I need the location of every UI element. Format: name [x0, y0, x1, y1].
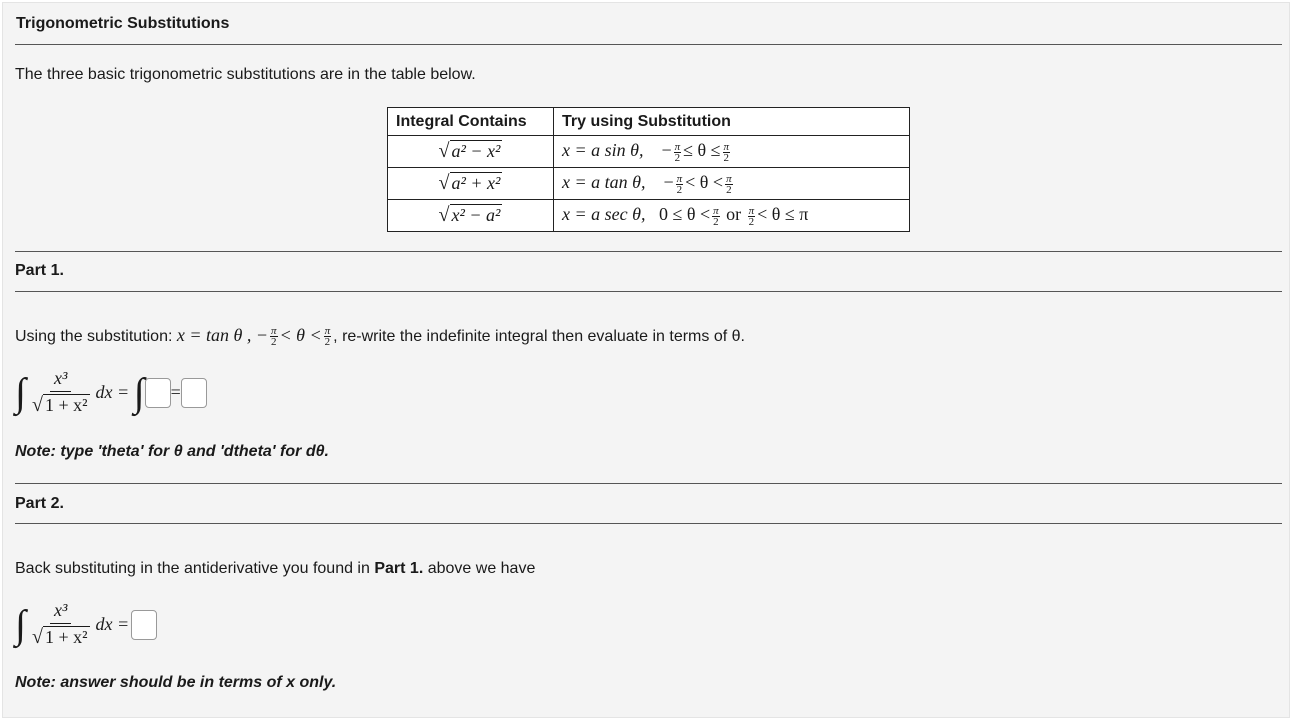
pi: π [324, 325, 331, 338]
divider [15, 251, 1282, 252]
prompt-bold: Part 1. [374, 560, 424, 577]
radicand: a² + x² [451, 173, 501, 193]
substitution-cell [554, 168, 910, 200]
substitution: x = a sec θ, [562, 204, 646, 225]
substitution: x = a sin θ, [562, 140, 644, 161]
integral-sign: ∫ [133, 369, 145, 415]
divider [15, 523, 1282, 524]
part1-note: Note: type 'theta' for θ and 'dtheta' for dθ. [15, 443, 329, 460]
part1-heading: Part 1. [15, 262, 64, 279]
table-row [388, 168, 910, 200]
radicand: 1 + x² [44, 627, 88, 647]
pi: π [674, 140, 681, 153]
prompt-math: x = tan θ , − [176, 325, 268, 345]
integral-sign: ∫ [15, 601, 26, 647]
part2-prompt [15, 560, 535, 578]
two: 2 [674, 151, 681, 164]
part1-prompt [15, 325, 745, 347]
substitution-cell [554, 136, 910, 168]
dx-equals: dx = [95, 614, 130, 634]
prompt-math: < θ < [279, 325, 322, 345]
range-post: < θ ≤ π [757, 204, 809, 225]
two: 2 [726, 183, 732, 196]
part1-equation [15, 368, 207, 417]
prompt-text: Using the substitution: [15, 328, 173, 345]
radical-cell: √ x² − a² [388, 200, 554, 232]
page-title: Trigonometric Substitutions [16, 15, 230, 32]
two: 2 [324, 336, 331, 349]
radical-cell: √ a² − x² [388, 136, 554, 168]
range-pre: − [661, 140, 672, 161]
two: 2 [748, 215, 755, 228]
numerator: x³ [50, 368, 71, 392]
radical-cell: √ a² + x² [388, 168, 554, 200]
divider [15, 291, 1282, 292]
radicand: a² − x² [451, 141, 501, 161]
two: 2 [271, 336, 277, 349]
pi: π [723, 140, 730, 153]
answer-input[interactable] [131, 610, 157, 640]
equals: = [170, 382, 181, 402]
substitution: x = a tan θ, [562, 172, 646, 193]
divider [15, 44, 1282, 45]
two: 2 [676, 183, 683, 196]
table-row [388, 136, 910, 168]
two: 2 [723, 151, 730, 164]
integrand-input[interactable] [145, 378, 171, 408]
two: 2 [713, 215, 719, 228]
integrand-fraction: $\frac{\text{x³}}{\text{√ 1 + x²}}$ [31, 368, 88, 416]
prompt-text: , re-write the indefinite integral then evaluate in terms of θ. [333, 328, 745, 345]
range-pre: 0 ≤ θ < [658, 204, 711, 225]
pi: π [271, 325, 277, 338]
part2-equation [15, 600, 157, 649]
table-header-row [388, 108, 910, 136]
range-mid: or [726, 204, 742, 225]
range-pre: − [663, 172, 674, 193]
divider [15, 483, 1282, 484]
range-mid: ≤ θ ≤ [683, 140, 721, 161]
pi: π [676, 172, 683, 185]
header-substitution: Try using Substitution [554, 108, 910, 136]
table-row [388, 200, 910, 232]
antiderivative-input[interactable] [181, 378, 207, 408]
numerator: x³ [50, 600, 71, 624]
pi: π [713, 204, 719, 217]
pi: π [726, 172, 732, 185]
radicand: 1 + x² [44, 395, 88, 415]
prompt-text: above we have [427, 560, 536, 577]
pi: π [748, 204, 755, 217]
range-mid: < θ < [685, 172, 724, 193]
intro-text: The three basic trigonometric substitutions are in the table below. [15, 66, 476, 83]
radicand: x² − a² [451, 205, 501, 225]
dx-equals: dx = [95, 382, 130, 402]
part2-heading: Part 2. [15, 495, 64, 512]
integral-sign: ∫ [15, 369, 26, 415]
part2-note: Note: answer should be in terms of x only. [15, 674, 337, 691]
header-integral-contains: Integral Contains [388, 108, 554, 136]
integrand-fraction: $\frac{\text{x³}}{\text{√ 1 + x²}}$ [31, 600, 88, 648]
prompt-text: Back substituting in the antiderivative you found in [15, 560, 370, 577]
substitution-table [387, 107, 910, 232]
substitution-cell [554, 200, 910, 232]
